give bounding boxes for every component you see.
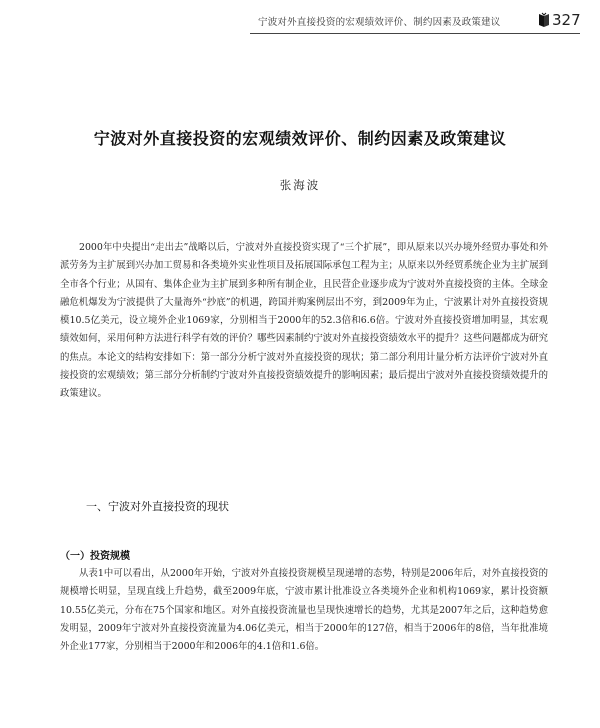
article-title: 宁波对外直接投资的宏观绩效评价、制约因素及政策建议: [93, 129, 507, 148]
section-heading: 一、宁波对外直接投资的现状: [86, 500, 229, 513]
book-icon: [537, 12, 551, 28]
subsection-heading: （一）投资规模: [60, 551, 130, 562]
header-divider: [250, 33, 580, 34]
page-number: 327: [552, 11, 581, 29]
intro-paragraph: 2000年中央提出“走出去”战略以后，宁波对外直接投资实现了“三个扩展”，即从原来以兴办境外经贸办事处和外派劳务为主扩展到兴办加工贸易和各类境外实业性项目及拓展国际承包工程为主；从原来以外经贸系统企业为主扩展到全市各个行业；从国有、集体企业为主扩展到多种所有制企业，且民营企业逐步成为宁波对外直接投资的主体。全球金融危机爆发为宁波提供了大量海外“抄底”的机遇，跨国并购案例层出不穷，到2009年为止，宁波累计对外直接投资规模10.5亿美元，设立境外企业1069家，分别相当于2000年的52.3倍和6.6倍。宁波对外直接投资增加明显，其宏观绩效如何，采用何种方法进行科学有效的评价？哪些因素制约宁波对外直接投资绩效水平的提升？这些问题都成为研究的焦点。本论文的结构安排如下：第一部分分析宁波对外直接投资的现状；第二部分利用计量分析方法评价宁波对外直接投资的宏观绩效；第三部分分析制约宁波对外直接投资绩效提升的影响因素；最后提出宁波对外直接投资绩效提升的政策建议。: [60, 242, 548, 400]
article-author: 张海波: [279, 178, 321, 192]
running-header: [250, 10, 580, 32]
running-title: 宁波对外直接投资的宏观绩效评价、制约因素及政策建议: [258, 17, 501, 28]
body-paragraph: 从表1中可以看出，从2000年开始，宁波对外直接投资规模呈现递增的态势，特别是2006年后，对外直接投资的规模增长明显，呈现直线上升趋势，截至2009年底，宁波市累计批准设立各类境外企业和机构1069家，累计投资额10.55亿美元，分布在75个国家和地区。对外直接投资流量也呈现快速增长的趋势，尤其是2007年之后，这种趋势愈发明显，2009年宁波对外直接投资流量为4.06亿美元，相当于2000年的127倍，相当于2006年的8倍，当年批准境外企业177家，分别相当于2000年和2006年的4.1倍和1.6倍。: [60, 568, 548, 653]
